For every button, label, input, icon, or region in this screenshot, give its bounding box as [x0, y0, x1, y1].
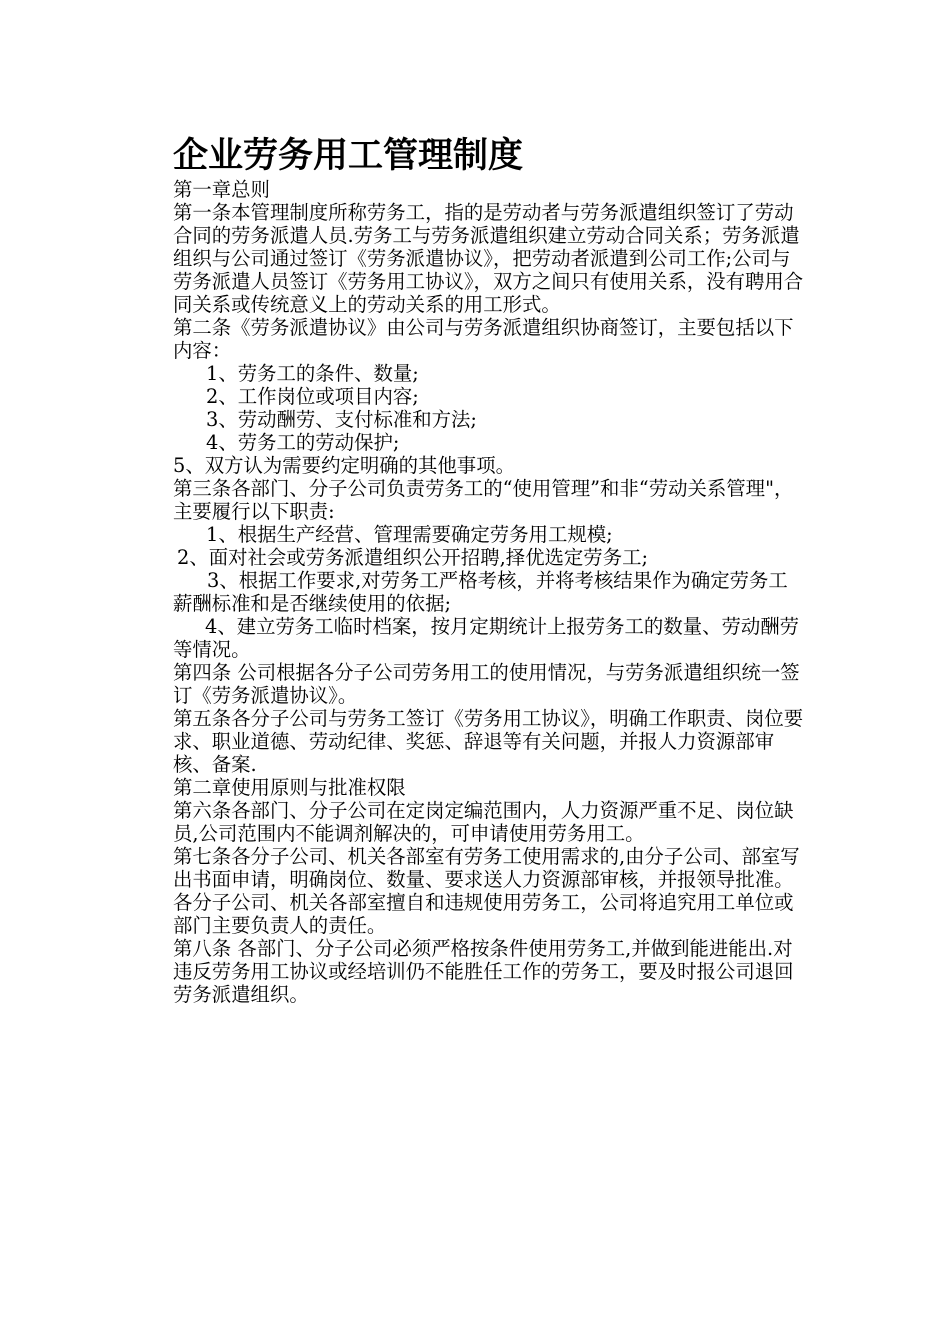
chapter-1-heading: 第一章总则 [173, 178, 270, 201]
document-title: 企业劳务用工管理制度 [173, 136, 524, 176]
article-3-item: 1、根据生产经营、管理需要确定劳务用工规模; [206, 523, 613, 546]
article-6: 第六条各部门、分子公司在定岗定编范围内，人力资源严重不足、岗位缺员,公司范围内不能调剂解决的，可申请使用劳务用工。 [173, 799, 794, 845]
article-3: 第三条各部门、分子公司负责劳务工的“使用管理”和非“劳动关系管理"，主要履行以下职责: [173, 477, 794, 523]
document-page [173, 134, 805, 1006]
article-3-item: 4、建立劳务工临时档案，按月定期统计上报劳务工的数量、劳动酬劳等情况。 [173, 615, 800, 661]
article-2-item: 1、劳务工的条件、数量; [206, 362, 419, 385]
chapter-2-heading: 第二章使用原则与批准权限 [173, 776, 406, 799]
article-4: 第四条 公司根据各分子公司劳务用工的使用情况，与劳务派遣组织统一签订《劳务派遣协议》。 [173, 661, 800, 707]
article-3-item: 3、根据工作要求,对劳务工严格考核，并将考核结果作为确定劳务工薪酬标准和是否继续使用的依据; [173, 569, 788, 615]
article-2: 第二条《劳务派遣协议》由公司与劳务派遣组织协商签订，主要包括以下内容： [173, 316, 794, 362]
article-2-item: 2、工作岗位或项目内容; [206, 385, 419, 408]
article-2-item: 3、劳动酬劳、支付标准和方法; [206, 408, 477, 431]
article-5: 第五条各分子公司与劳务工签订《劳务用工协议》，明确工作职责、岗位要求、职业道德、劳动纪律、奖惩、辞退等有关问题，并报人力资源部审核、备案. [173, 707, 804, 776]
article-2-item: 4、劳务工的劳动保护; [206, 431, 400, 454]
article-2-item: 5、双方认为需要约定明确的其他事项。 [173, 454, 515, 477]
article-1: 第一条本管理制度所称劳务工，指的是劳动者与劳务派遣组织签订了劳动合同的劳务派遣人员.劳务工与劳务派遣组织建立劳动合同关系；劳务派遣组织与公司通过签订《劳务派遣协议》，把劳动者派遣到公司工作;公司与劳务派遣人员签订《劳务用工协议》，双方之间只有使用关系，没有聘用合同关系或传统意义上的劳动关系的用工形式。 [173, 201, 804, 316]
article-7: 第七条各分子公司、机关各部室有劳务工使用需求的,由分子公司、部室写出书面申请，明确岗位、数量、要求送人力资源部审核，并报领导批准。各分子公司、机关各部室擅自和违规使用劳务工，公司将追究用工单位或部门主要负责人的责任。 [173, 845, 800, 937]
article-8: 第八条 各部门、分子公司必须严格按条件使用劳务工,并做到能进能出.对违反劳务用工协议或经培训仍不能胜任工作的劳务工，要及时报公司退回劳务派遣组织。 [173, 937, 794, 1006]
article-3-item: 2、面对社会或劳务派遣组织公开招聘,择优选定劳务工; [177, 546, 649, 569]
